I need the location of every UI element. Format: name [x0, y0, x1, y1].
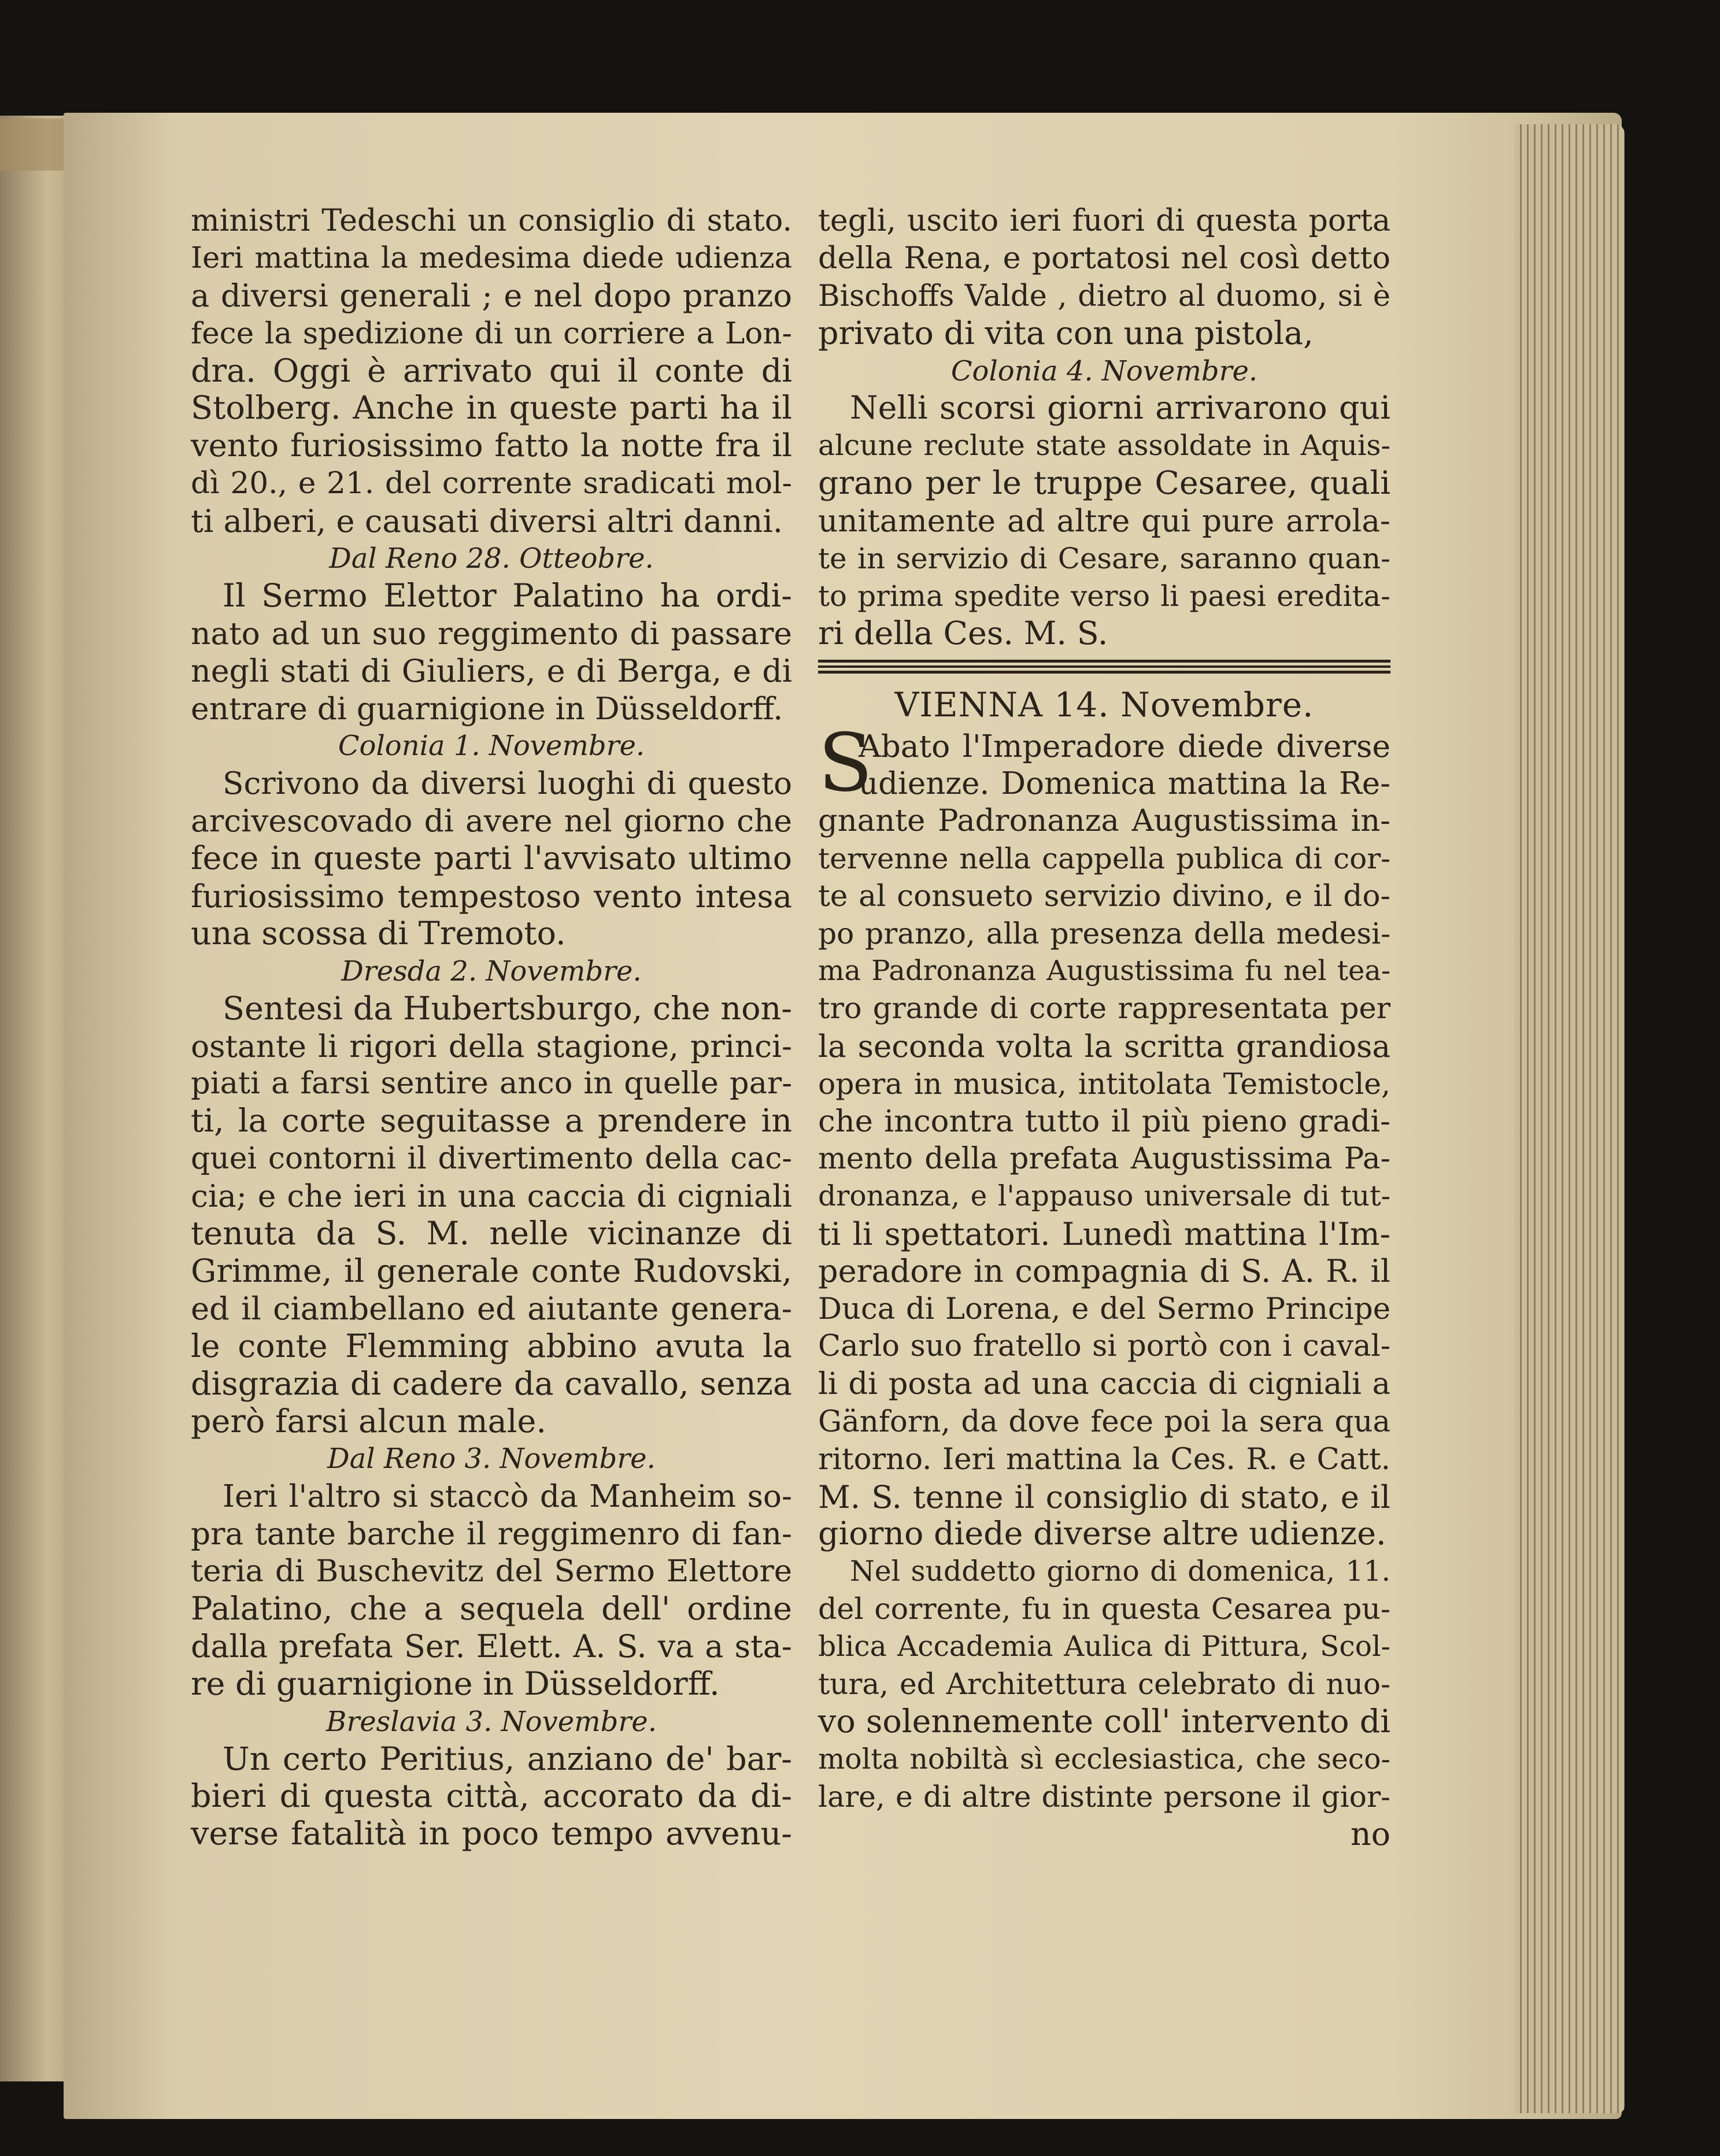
text-line: alcune reclute state assoldate in Aquis-	[818, 429, 1390, 463]
text-line: teria di Buschevitz del Sermo Elettore	[191, 1554, 792, 1589]
text-line: pra tante barche il reggimenro di fan-	[191, 1516, 792, 1552]
right-column	[818, 202, 1390, 1853]
text-line: le conte Flemming abbino avuta la	[191, 1327, 792, 1365]
text-line: M. S. tenne il consiglio di stato, e il	[818, 1478, 1390, 1515]
text-line: che incontra tutto il più pieno gradi-	[818, 1103, 1390, 1139]
catchword: no	[1350, 1815, 1390, 1853]
text-line: tro grande di corte rappresentata per	[818, 991, 1390, 1026]
page-stack-edges	[1515, 124, 1625, 2113]
text-line: piati a farsi sentire anco in quelle par-	[191, 1066, 792, 1101]
text-line: ri della Ces. M. S.	[818, 614, 1108, 652]
text-line: tervenne nella cappella publica di cor-	[818, 842, 1390, 876]
text-line: gnante Padronanza Augustissima in-	[818, 803, 1390, 839]
text-line: Il Sermo Elettor Palatino ha ordi-	[223, 576, 792, 615]
text-line: a diversi generali ; e nel dopo pranzo	[191, 277, 792, 314]
dateline-heading: Colonia 1. Novembre.	[338, 730, 645, 763]
text-line: ma Padronanza Augustissima fu nel tea-	[818, 955, 1390, 988]
text-line: grano per le truppe Cesaree, quali	[818, 464, 1390, 502]
text-line: entrare di guarnigione in Düsseldorff.	[191, 690, 783, 727]
text-line: peradore in compagnia di S. A. R. il	[818, 1253, 1390, 1290]
text-line: re di guarnigione in Düsseldorff.	[191, 1665, 720, 1703]
text-line: fece in queste parti l'avvisato ultimo	[191, 840, 792, 878]
text-line: po pranzo, alla presenza della medesi-	[818, 916, 1390, 951]
left-column	[191, 202, 792, 1853]
text-line: lare, e di altre distinte persone il gior-	[818, 1779, 1390, 1814]
text-line: li di posta ad una caccia di cigniali a	[818, 1366, 1390, 1401]
text-line: negli stati di Giuliers, e di Berga, e di	[191, 652, 792, 689]
text-line: tenuta da S. M. nelle vicinanze di	[191, 1215, 792, 1253]
text-line: furiosissimo tempestoso vento intesa	[191, 878, 792, 915]
dropcap-letter: S	[818, 716, 873, 809]
text-line: cia; e che ieri in una caccia di cigniali	[191, 1178, 792, 1215]
text-line: dalla prefata Ser. Elett. A. S. va a sta-	[191, 1628, 792, 1665]
text-line: Nelli scorsi giorni arrivarono qui	[850, 389, 1390, 427]
text-line: Palatino, che a sequela dell' ordine	[191, 1589, 792, 1628]
text-line: ti alberi, e causati diversi altri danni.	[191, 502, 783, 540]
text-line: bieri di questa città, accorato da di-	[191, 1777, 792, 1815]
text-line: della Rena, e portatosi nel così detto	[818, 240, 1390, 276]
text-line: Sentesi da Hubertsburgo, che non-	[223, 989, 792, 1027]
text-line: Bischoffs Valde , dietro al duomo, si è	[818, 278, 1390, 313]
text-line: ti li spettatori. Lunedì mattina l'Im-	[818, 1215, 1390, 1253]
text-line: verse fatalità in poco tempo avvenu-	[191, 1815, 792, 1853]
dateline-heading: Colonia 4. Novembre.	[950, 354, 1258, 387]
text-line: te in servizio di Cesare, saranno quan-	[818, 542, 1390, 576]
text-line: tegli, uscito ieri fuori di questa porta	[818, 204, 1390, 238]
text-line: Ieri mattina la medesima diede udienza	[191, 241, 792, 275]
text-line: Stolberg. Anche in queste parti ha il	[191, 389, 792, 427]
text-line: dronanza, e l'appauso universale di tut-	[818, 1180, 1390, 1213]
text-line: to prima spedite verso li paesi eredita-	[818, 579, 1390, 613]
dateline-heading: Dal Reno 28. Otteobre.	[329, 542, 654, 575]
text-line: ti, la corte seguitasse a prendere in	[191, 1102, 792, 1140]
text-line: vento furiosissimo fatto la notte fra il	[191, 427, 792, 464]
text-line: Duca di Lorena, e del Sermo Principe	[818, 1292, 1390, 1327]
text-line: te al consueto servizio divino, e il do-	[818, 879, 1390, 914]
text-line: disgrazia di cadere da cavallo, senza	[191, 1364, 792, 1403]
text-line: del corrente, fu in questa Cesarea pu-	[818, 1592, 1390, 1626]
text-line: blica Accademia Aulica di Pittura, Scol-	[818, 1630, 1390, 1663]
text-line: fece la spedizione di un corriere a Lon-	[191, 316, 792, 351]
text-line: Gänforn, da dove fece poi la sera qua	[818, 1404, 1390, 1439]
text-line: mento della prefata Augustissima Pa-	[818, 1141, 1390, 1177]
text-line: opera in musica, intitolata Temistocle,	[818, 1066, 1390, 1101]
text-line: però farsi alcun male.	[191, 1402, 546, 1440]
text-line: Nel suddetto giorno di domenica, 11.	[850, 1555, 1390, 1588]
text-line: Carlo suo fratello si portò con i caval-	[818, 1329, 1390, 1363]
text-line: una scossa di Tremoto.	[191, 914, 566, 952]
text-line: vo solennemente coll' intervento di	[818, 1702, 1390, 1740]
text-line: Abato l'Imperadore diede diverse	[859, 727, 1390, 764]
text-line: unitamente ad altre qui pure arrola-	[818, 503, 1390, 539]
text-line: dra. Oggi è arrivato qui il conte di	[191, 352, 792, 390]
text-line: dì 20., e 21. del corrente sradicati mol-	[191, 466, 792, 501]
dateline-heading: Dresda 2. Novembre.	[341, 955, 642, 988]
text-line: tura, ed Architettura celebrato di nuo-	[818, 1667, 1390, 1701]
text-line: Scrivono da diversi luoghi di questo	[223, 765, 792, 802]
dateline-heading: Breslavia 3. Novembre.	[326, 1705, 657, 1738]
text-line: la seconda volta la scritta grandiosa	[818, 1028, 1390, 1064]
text-line: Grimme, il generale conte Rudovski,	[191, 1252, 792, 1290]
text-line: ministri Tedeschi un consiglio di stato.	[191, 203, 792, 238]
text-line: arcivescovado di avere nel giorno che	[191, 803, 792, 840]
dateline-heading: Dal Reno 3. Novembre.	[327, 1443, 656, 1475]
left-page-fold	[0, 119, 64, 171]
text-line: molta nobiltà sì ecclesiastica, che seco-	[818, 1742, 1390, 1776]
section-divider-rule	[818, 653, 1390, 683]
text-line: quei contorni il divertimento della cac-	[191, 1141, 792, 1177]
text-line: Ieri l'altro si staccò da Manheim so-	[223, 1478, 792, 1515]
text-line: ostante li rigori della stagione, princi-	[191, 1028, 792, 1064]
text-line: giorno diede diverse altre udienze.	[818, 1515, 1386, 1553]
text-line: ritorno. Ieri mattina la Ces. R. e Catt.	[818, 1441, 1390, 1477]
text-line: nato ad un suo reggimento di passare	[191, 615, 792, 652]
text-line: udienze. Domenica mattina la Re-	[859, 765, 1390, 801]
vienna-headline: VIENNA 14. Novembre.	[894, 685, 1314, 724]
text-line: privato di vita con una pistola,	[818, 314, 1314, 352]
text-line: ed il ciambellano ed aiutante genera-	[191, 1290, 792, 1327]
text-line: Un certo Peritius, anziano de' bar-	[223, 1740, 792, 1778]
